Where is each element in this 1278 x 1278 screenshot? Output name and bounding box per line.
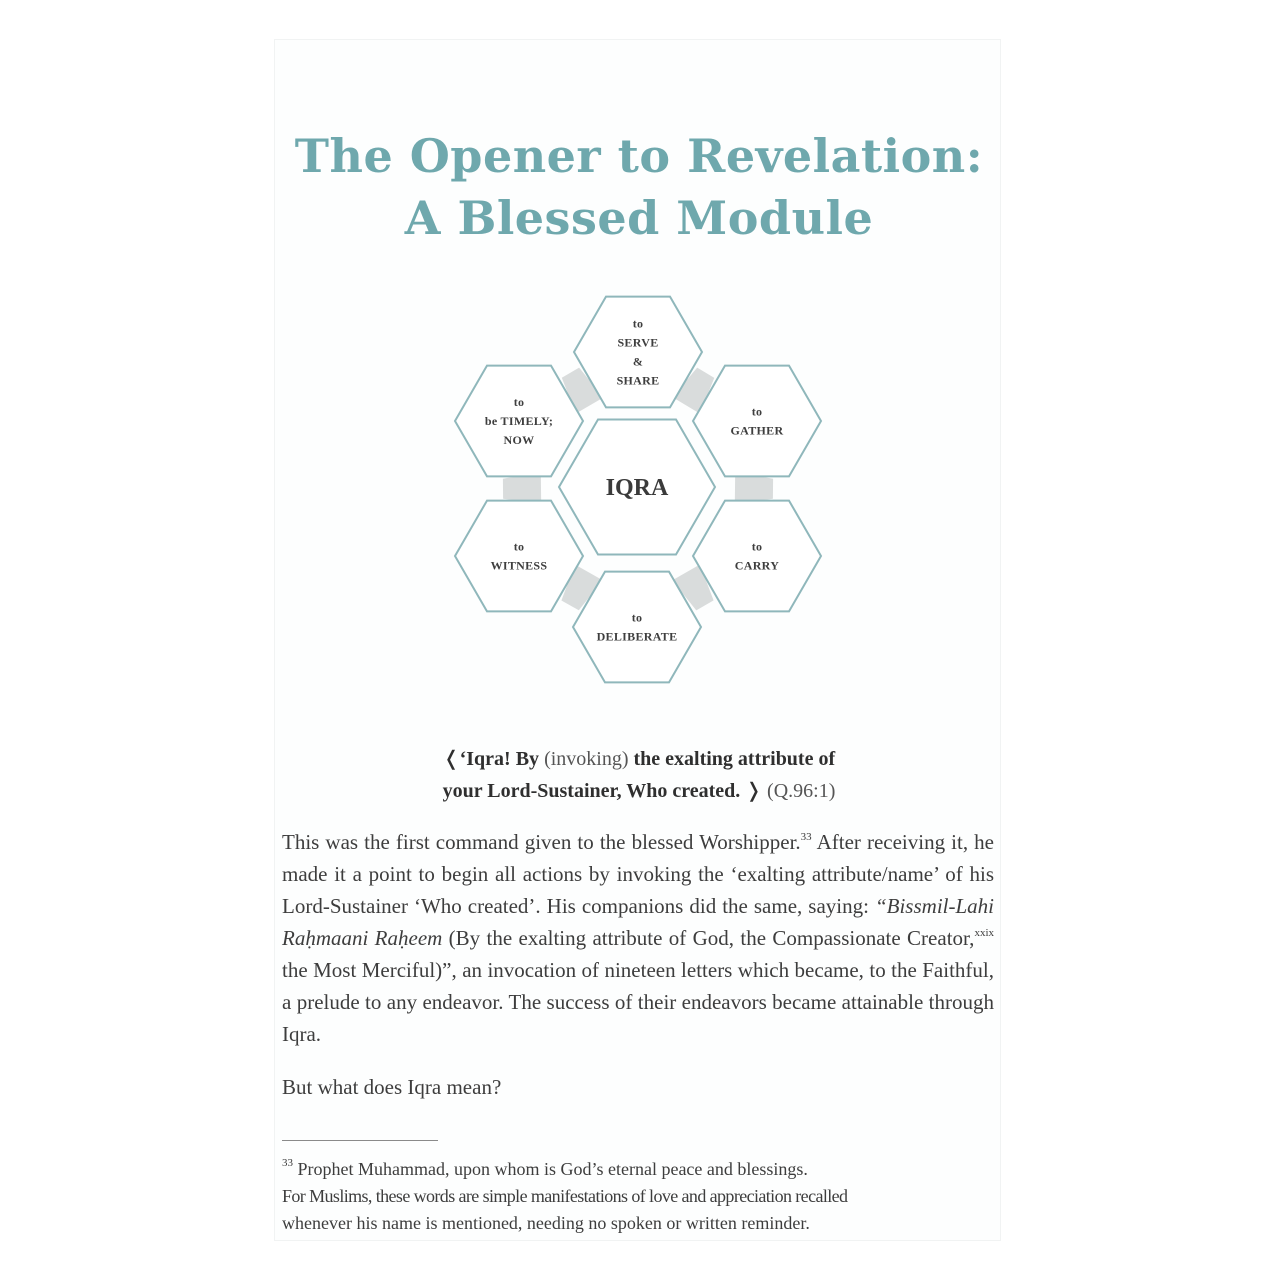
- hexagon-timely-label: to: [513, 395, 525, 409]
- verse-text-2: (invoking): [544, 748, 629, 770]
- paragraph-italic: “Bissmil-Lahi Raḥmaani Raḥeem: [282, 894, 994, 950]
- verse-text-1: ‘Iqra! By: [459, 748, 540, 770]
- footnote-marker: 33: [282, 1157, 293, 1169]
- footnote: [282, 1156, 992, 1237]
- paragraph-text: This was the first command given to the blessed Worshipper.: [282, 830, 801, 854]
- hexagon-center-label: IQRA: [605, 475, 669, 501]
- body-paragraph-1: [282, 826, 994, 1050]
- hexagon-serve-label: SHARE: [616, 373, 660, 388]
- quran-verse-line-1: [0, 743, 1278, 775]
- hexagon-serve-label: SERVE: [617, 335, 659, 350]
- paragraph-text: After receiving it, he made it a point to begin all actions by invoking the ‘exalting attribute/name’ of his Lord-Sustainer ‘Who created’. His companions did the same, saying:: [282, 830, 994, 918]
- hexagon-timely-label: be TIMELY;: [484, 414, 554, 428]
- hexagon-carry-label: CARRY: [734, 558, 780, 573]
- hexagon-witness-label: WITNESS: [490, 558, 548, 573]
- hexagon-deliberate-label: DELIBERATE: [596, 629, 678, 644]
- hexagon-serve-label: &: [632, 354, 644, 369]
- footnote-line-1: Prophet Muhammad, upon whom is God’s eternal peace and blessings.: [293, 1159, 808, 1179]
- paragraph-text: (By the exalting attribute of God, the Compassionate Creator,: [442, 926, 975, 950]
- verse-reference: (Q.96:1): [767, 780, 836, 802]
- page-title-line-2: A Blessed Module: [404, 191, 874, 245]
- hexagon-carry-label: to: [751, 539, 763, 554]
- verse-open-bracket: ❬: [442, 748, 460, 770]
- paragraph-text: the Most Merciful)”, an invocation of nineteen letters which became, to the Faithful, a prelude to any endeavor. The success of their endeavors became attainable through Iqra.: [282, 958, 994, 1046]
- hexagon-timely-label: NOW: [503, 433, 535, 447]
- hexagon-witness-label: to: [513, 539, 525, 554]
- verse-text-4: your Lord-Sustainer, Who created.: [442, 780, 741, 802]
- hexagon-carry: [693, 501, 821, 612]
- footnote-line-2: For Muslims, these words are simple manifestations of love and appreciation recalled: [282, 1186, 848, 1206]
- hexagon-gather-label: to: [751, 404, 763, 419]
- verse-close-bracket: ❭: [745, 780, 763, 802]
- hexagon-deliberate-label: to: [631, 610, 643, 625]
- hexagon-gather-label: GATHER: [730, 423, 784, 438]
- hexagon-serve-label: to: [632, 316, 644, 331]
- body-paragraph-2: But what does Iqra mean?: [282, 1075, 502, 1099]
- footnote-ref-33: 33: [800, 831, 812, 843]
- verse-text-3: the exalting attribute of: [633, 748, 836, 770]
- footnote-divider: [282, 1140, 438, 1141]
- footnote-line-3: whenever his name is mentioned, needing no spoken or written reminder.: [282, 1213, 810, 1233]
- page-title-line-1: The Opener to Revelation:: [294, 129, 984, 183]
- endnote-ref-xxix: xxix: [974, 927, 994, 939]
- quran-verse-line-2: [0, 775, 1278, 807]
